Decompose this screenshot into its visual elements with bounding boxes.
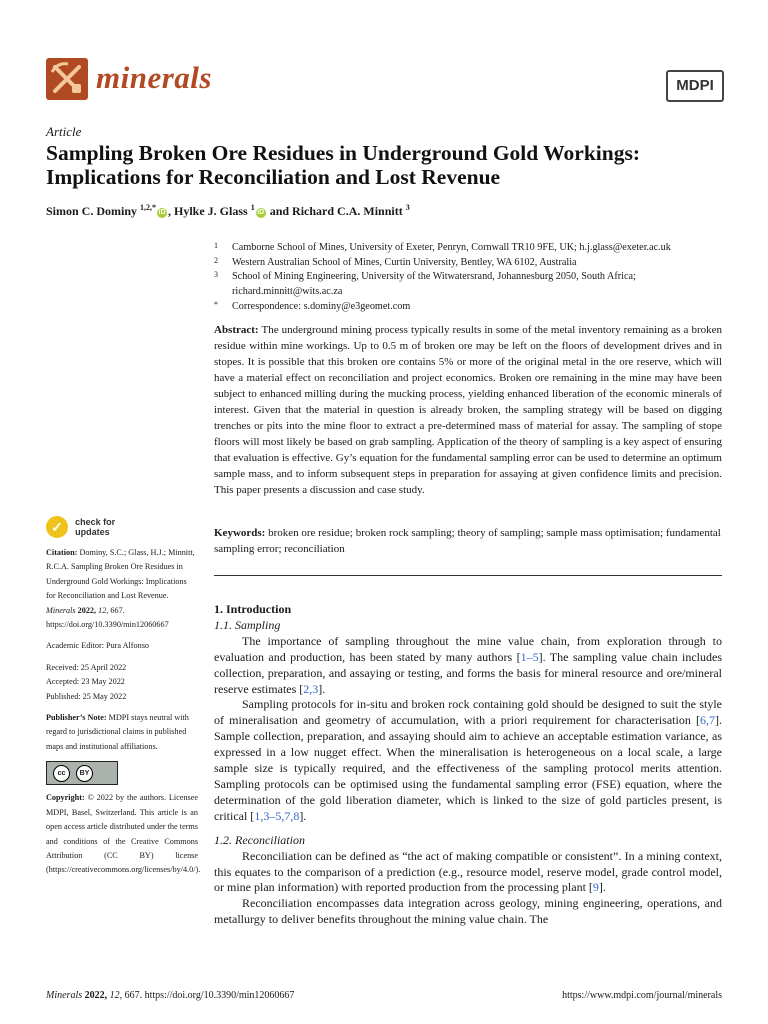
main-body — [214, 602, 722, 928]
paragraph: Sampling protocols for in-situ and broken rock containing gold should be designed to suit the style of mineralisation and geometry of accumulation, with a priori requirement for characterisation [6,7]. Sample collection, preparation, and assaying should aim to achieve an acceptable estimation variance, as expressed in a low nugget effect. When the mineralisation is heterogeneous on a local scale, a large sample size is typically required, and the effectiveness of the sampling protocol merits attention. Sampling protocols can be optimised using the fundamental sampling error (FSE) equation, where the determination of the gold liberation diameter, which is linked to the size of gold particles present, is critical [1,3–5,7,8]. — [214, 697, 722, 823]
affiliation-item: 2 Western Australian School of Mines, Curtin University, Bentley, WA 6102, Australia — [214, 255, 577, 268]
publisher-note: Publisher’s Note: MDPI stays neutral with regard to jurisdictional claims in published maps and institutional affiliations. — [46, 713, 189, 751]
sidebar — [46, 546, 201, 885]
subsection-heading: 1.1. Sampling — [214, 617, 281, 632]
footer-citation: Minerals 2022, 12, 667. https://doi.org/10.3390/min12060667 — [46, 990, 295, 1001]
subsection-heading: 1.2. Reconciliation — [214, 832, 305, 847]
reference-link[interactable]: 2,3 — [303, 681, 319, 696]
affiliation-item: 1 Camborne School of Mines, University of Exeter, Penryn, Cornwall TR10 9FE, UK; h.j.glass@exeter.ac.uk — [214, 241, 671, 253]
reference-link[interactable]: 1,3–5,7,8 — [254, 808, 300, 823]
divider — [214, 575, 722, 576]
academic-editor: Academic Editor: Pura Alfonso — [46, 641, 150, 651]
paragraph: Reconciliation encompasses data integration across geology, mining engineering, operations, and metallurgy to deliver benefits throughout the mining value chain. The — [214, 896, 722, 927]
reference-link[interactable]: 1–5 — [520, 649, 539, 664]
cc-icon: cc — [53, 765, 70, 782]
cc-by-license-badge[interactable] — [46, 761, 118, 785]
article-title: Sampling Broken Ore Residues in Underground Gold Workings: Implications for Reconciliation and Lost Revenue — [46, 141, 640, 189]
article-type: Article — [46, 124, 82, 139]
dates: Received: 25 April 2022 Accepted: 23 May 2022 Published: 25 May 2022 — [46, 662, 127, 701]
pickaxe-shovel-icon — [46, 58, 88, 100]
author-affiliation-marker: 1,2,* — [140, 203, 157, 212]
author-affiliation-marker: 1 — [250, 203, 255, 212]
abstract-label: Abstract: — [214, 324, 259, 336]
orcid-icon[interactable]: iD — [257, 209, 265, 216]
paragraph: The importance of sampling throughout the mine value chain, from exploration through to evaluation and production, has been stated by many authors [1–5]. The sampling value chain includes collection, preparation, and assaying or testing, and forms the basis for mineral resource and ore/mineral reserve estimates [2,3]. — [214, 633, 723, 696]
affiliations — [214, 241, 734, 315]
citation: Citation: Dominy, S.C.; Glass, H.J.; Minnitt, R.C.A. Sampling Broken Ore Residues in Underground Gold Workings: Implications for Reconciliation and Lost Revenue. Minerals 2022, 12, 667. https://doi.org/10.3390/min12060667 — [46, 548, 195, 630]
keywords-label: Keywords: — [214, 527, 266, 539]
copyright: Copyright: © 2022 by the authors. Licensee MDPI, Basel, Switzerland. This article is an open access article distributed under the terms and conditions of the Creative Commons Attribution (CC BY) license (https://creativecommons.org/licenses/by/4.0/). — [46, 793, 201, 875]
author-list: Simon C. Dominy $^{1,2,*}$iD , Hylke J. Glass $^1$iD and Richard C.A. Minnitt $^3$ — [46, 203, 410, 218]
author-name: Simon C. Dominy — [46, 204, 138, 218]
author-name: and Richard C.A. Minnitt — [269, 204, 403, 218]
journal-name: minerals — [96, 60, 212, 95]
mdpi-logo: MDPI — [666, 70, 724, 102]
abstract — [214, 322, 722, 498]
check-icon: ✓ — [46, 516, 68, 538]
correspondence: * Correspondence: s.dominy@e3geomet.com — [214, 299, 411, 312]
affiliation-item: 3 School of Mining Engineering, University of the Witwatersrand, Johannesburg 2050, South Africa; richard.minnitt@wits.ac.za — [214, 270, 636, 298]
footer-journal-url[interactable]: https://www.mdpi.com/journal/minerals — [562, 990, 722, 1001]
keywords-text: broken ore residue; broken rock sampling; theory of sampling; sample mass optimisation; fundamental sampling error; reconciliation — [214, 527, 721, 555]
orcid-icon[interactable]: iD — [158, 209, 166, 216]
paragraph: Reconciliation can be defined as “the act of making compatible or consistent”. In a mining context, this equates to the comparison of a prediction (e.g., resource model, reserve model, grade control model, or mine plan information) with reported production from the processing plant [9]. — [214, 848, 722, 895]
by-icon: BY — [76, 765, 93, 782]
section-heading: 1. Introduction — [214, 602, 292, 616]
journal-logo — [46, 58, 88, 100]
author-name: Hylke J. Glass — [174, 204, 248, 218]
reference-link[interactable]: 6,7 — [700, 713, 715, 728]
check-updates-button[interactable]: ✓ check for updates — [46, 516, 115, 538]
abstract-text: The underground mining process typically results in some of the metal inventory remaining as a broken residue within mine workings. Up to 0.5 m of broken ore may be left on the floors of development drives and in stopes. It is possible that this broken ore contains 5% or more of the original metal in the ore reserve, which will have a material effect on reconciliation and project economics. Broken ore remaining in the mine may have been subject to enhanced milling during the mucking process, yielding enhanced liberation of the economic minerals of interest. Given that the material in question is already broken, the sampling strategy will be based on digging trenches or pits into the mine floor to extract a pre-determined mass of material for assay. The sampling of stope floors will most likely be based on grab sampling. Application of the theory of sampling is a key aspect of ensuring that evaluation is effective. Gy’s equation for the fundamental sampling error can be used to determine an optimum sample mass, and to inform subsequent steps in preparation for assaying at given confidence limits and precision. This paper presents a discussion and case study. — [214, 324, 722, 496]
reference-link[interactable]: 9 — [592, 880, 599, 895]
keywords — [214, 525, 722, 557]
author-affiliation-marker: 3 — [405, 203, 410, 212]
